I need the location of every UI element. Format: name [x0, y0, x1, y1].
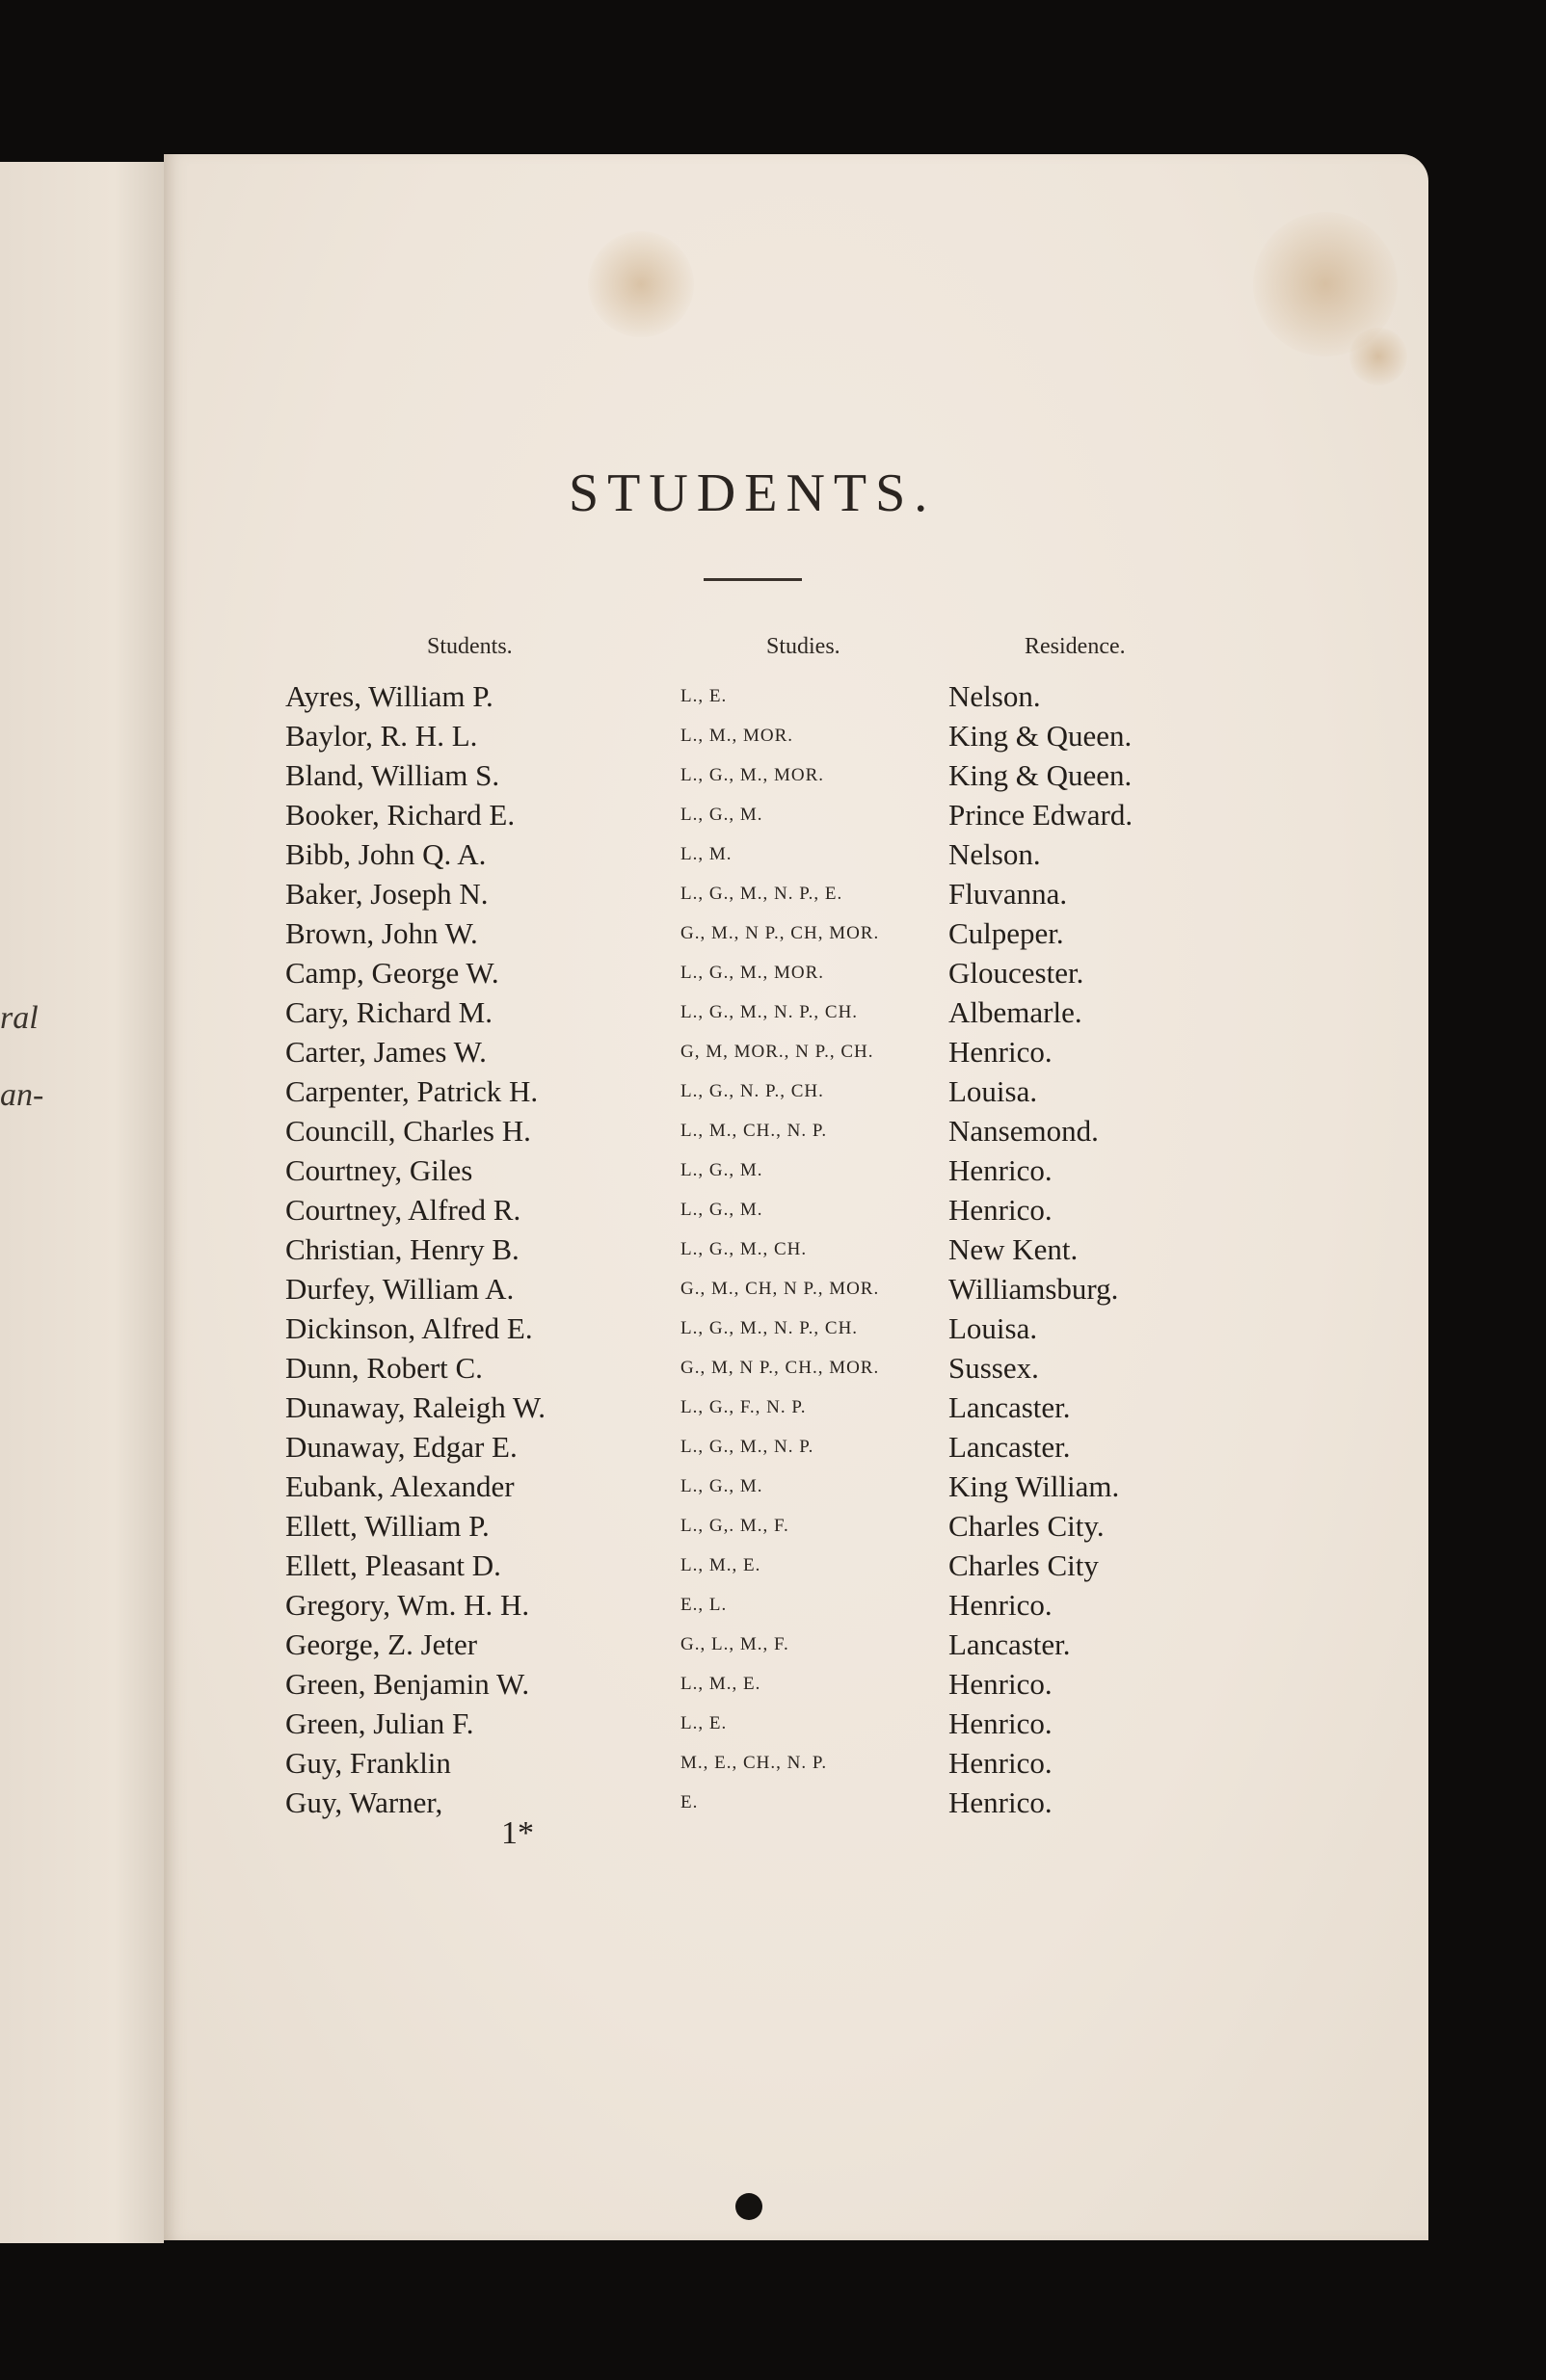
student-residence: Henrico. — [948, 1588, 1053, 1622]
facing-page-fragment: an- — [0, 1077, 44, 1113]
student-studies: L., M., E. — [680, 1674, 761, 1694]
student-residence: Henrico. — [948, 1667, 1053, 1701]
student-name: Booker, Richard E. — [285, 798, 516, 832]
student-studies: G., M, N P., CH., MOR. — [680, 1358, 880, 1378]
table-row — [0, 1074, 1546, 1114]
student-studies: L., G., M., N. P. — [680, 1437, 814, 1457]
student-studies: L., G., M., N. P., CH. — [680, 1002, 859, 1022]
student-residence: Nansemond. — [948, 1114, 1099, 1148]
signature-mark: 1* — [501, 1815, 534, 1851]
student-studies: L., G., M. — [680, 805, 763, 825]
student-studies: L., E. — [680, 686, 728, 706]
student-residence: Gloucester. — [948, 956, 1084, 990]
student-residence: Henrico. — [948, 1746, 1053, 1780]
student-residence: King & Queen. — [948, 758, 1133, 792]
student-name: Green, Benjamin W. — [285, 1667, 530, 1701]
student-residence: Louisa. — [948, 1311, 1038, 1345]
student-residence: Albemarle. — [948, 995, 1082, 1029]
student-residence: King William. — [948, 1469, 1120, 1503]
student-studies: L., E. — [680, 1713, 728, 1733]
student-studies: L., M. — [680, 844, 733, 864]
column-header-students: Students. — [427, 634, 513, 659]
student-residence: New Kent. — [948, 1232, 1079, 1266]
student-residence: Culpeper. — [948, 916, 1064, 950]
table-row — [0, 877, 1546, 916]
table-row — [0, 679, 1546, 719]
student-studies: G., M., N P., CH, MOR. — [680, 923, 880, 943]
student-name: Carpenter, Patrick H. — [285, 1074, 539, 1108]
student-residence: Charles City. — [948, 1509, 1105, 1543]
student-name: Ellett, William P. — [285, 1509, 490, 1543]
student-name: Baker, Joseph N. — [285, 877, 489, 911]
student-residence: Henrico. — [948, 1785, 1053, 1819]
student-name: Brown, John W. — [285, 916, 478, 950]
table-row — [0, 1469, 1546, 1509]
table-row — [0, 798, 1546, 837]
student-residence: Henrico. — [948, 1706, 1053, 1740]
table-row — [0, 837, 1546, 877]
student-name: Eubank, Alexander — [285, 1469, 515, 1503]
student-residence: Nelson. — [948, 679, 1041, 713]
table-row — [0, 758, 1546, 798]
student-studies: L., G., F., N. P. — [680, 1397, 807, 1417]
student-studies: G., M., CH, N P., MOR. — [680, 1279, 880, 1299]
student-studies: L., M., E. — [680, 1555, 761, 1575]
student-name: Ayres, William P. — [285, 679, 493, 713]
student-name: Christian, Henry B. — [285, 1232, 520, 1266]
student-studies: L., G., N. P., CH. — [680, 1081, 824, 1101]
student-name: Durfey, William A. — [285, 1272, 515, 1306]
student-studies: L., G,. M., F. — [680, 1516, 789, 1536]
facing-page-fragment: ral — [0, 1000, 39, 1036]
table-row — [0, 719, 1546, 758]
column-header-studies: Studies. — [766, 634, 840, 659]
student-studies: L., G., M. — [680, 1160, 763, 1180]
student-name: Baylor, R. H. L. — [285, 719, 478, 753]
student-name: Ellett, Pleasant D. — [285, 1548, 501, 1582]
table-row — [0, 1785, 1546, 1825]
table-row — [0, 995, 1546, 1035]
student-studies: G., L., M., F. — [680, 1634, 789, 1654]
student-residence: Lancaster. — [948, 1430, 1071, 1464]
student-name: Green, Julian F. — [285, 1706, 474, 1740]
student-name: Dunn, Robert C. — [285, 1351, 483, 1385]
table-row — [0, 916, 1546, 956]
foxing-stain — [588, 231, 694, 337]
page-title: STUDENTS. — [569, 463, 937, 523]
student-name: Guy, Warner, — [285, 1785, 443, 1819]
column-header-residence: Residence. — [1025, 634, 1126, 659]
student-name: Bland, William S. — [285, 758, 500, 792]
table-row — [0, 956, 1546, 995]
table-row — [0, 1114, 1546, 1153]
student-studies: L., G., M. — [680, 1200, 763, 1220]
student-residence: Henrico. — [948, 1035, 1053, 1069]
student-studies: L., M., CH., N. P. — [680, 1121, 828, 1141]
student-name: Courtney, Alfred R. — [285, 1193, 521, 1227]
student-residence: Henrico. — [948, 1153, 1053, 1187]
table-row — [0, 1035, 1546, 1074]
student-name: Dickinson, Alfred E. — [285, 1311, 533, 1345]
table-row — [0, 1153, 1546, 1193]
student-name: Cary, Richard M. — [285, 995, 493, 1029]
student-studies: L., G., M., MOR. — [680, 765, 825, 785]
table-row — [0, 1351, 1546, 1390]
student-studies: L., G., M. — [680, 1476, 763, 1496]
student-studies: L., G., M., N. P., CH. — [680, 1318, 859, 1338]
foxing-stain — [1349, 328, 1407, 385]
table-row — [0, 1588, 1546, 1627]
student-name: Dunaway, Edgar E. — [285, 1430, 518, 1464]
student-residence: Charles City — [948, 1548, 1099, 1582]
table-row — [0, 1430, 1546, 1469]
table-row — [0, 1627, 1546, 1667]
table-row — [0, 1390, 1546, 1430]
student-name: Carter, James W. — [285, 1035, 487, 1069]
student-residence: Lancaster. — [948, 1627, 1071, 1661]
student-studies: L., G., M., MOR. — [680, 963, 825, 983]
student-residence: Nelson. — [948, 837, 1041, 871]
student-name: Guy, Franklin — [285, 1746, 451, 1780]
table-row — [0, 1193, 1546, 1232]
student-residence: Prince Edward. — [948, 798, 1133, 832]
title-rule — [704, 578, 802, 581]
table-row — [0, 1232, 1546, 1272]
student-studies: E., L. — [680, 1595, 728, 1615]
student-studies: L., G., M., N. P., E. — [680, 884, 843, 904]
student-studies: G, M, MOR., N P., CH. — [680, 1042, 874, 1062]
student-residence: Henrico. — [948, 1193, 1053, 1227]
student-name: Dunaway, Raleigh W. — [285, 1390, 546, 1424]
student-residence: King & Queen. — [948, 719, 1133, 753]
student-name: Bibb, John Q. A. — [285, 837, 487, 871]
table-row — [0, 1509, 1546, 1548]
student-studies: E. — [680, 1792, 699, 1812]
student-name: George, Z. Jeter — [285, 1627, 478, 1661]
student-residence: Lancaster. — [948, 1390, 1071, 1424]
table-row — [0, 1706, 1546, 1746]
table-row — [0, 1272, 1546, 1311]
student-residence: Louisa. — [948, 1074, 1038, 1108]
student-residence: Fluvanna. — [948, 877, 1068, 911]
student-name: Councill, Charles H. — [285, 1114, 531, 1148]
student-studies: L., M., MOR. — [680, 726, 794, 746]
student-studies: M., E., CH., N. P. — [680, 1753, 828, 1773]
student-name: Gregory, Wm. H. H. — [285, 1588, 530, 1622]
student-name: Camp, George W. — [285, 956, 499, 990]
student-residence: Sussex. — [948, 1351, 1039, 1385]
binding-hole — [735, 2193, 762, 2220]
student-studies: L., G., M., CH. — [680, 1239, 808, 1259]
table-row — [0, 1548, 1546, 1588]
table-row — [0, 1311, 1546, 1351]
student-name: Courtney, Giles — [285, 1153, 473, 1187]
table-row — [0, 1667, 1546, 1706]
table-row — [0, 1746, 1546, 1785]
student-residence: Williamsburg. — [948, 1272, 1119, 1306]
